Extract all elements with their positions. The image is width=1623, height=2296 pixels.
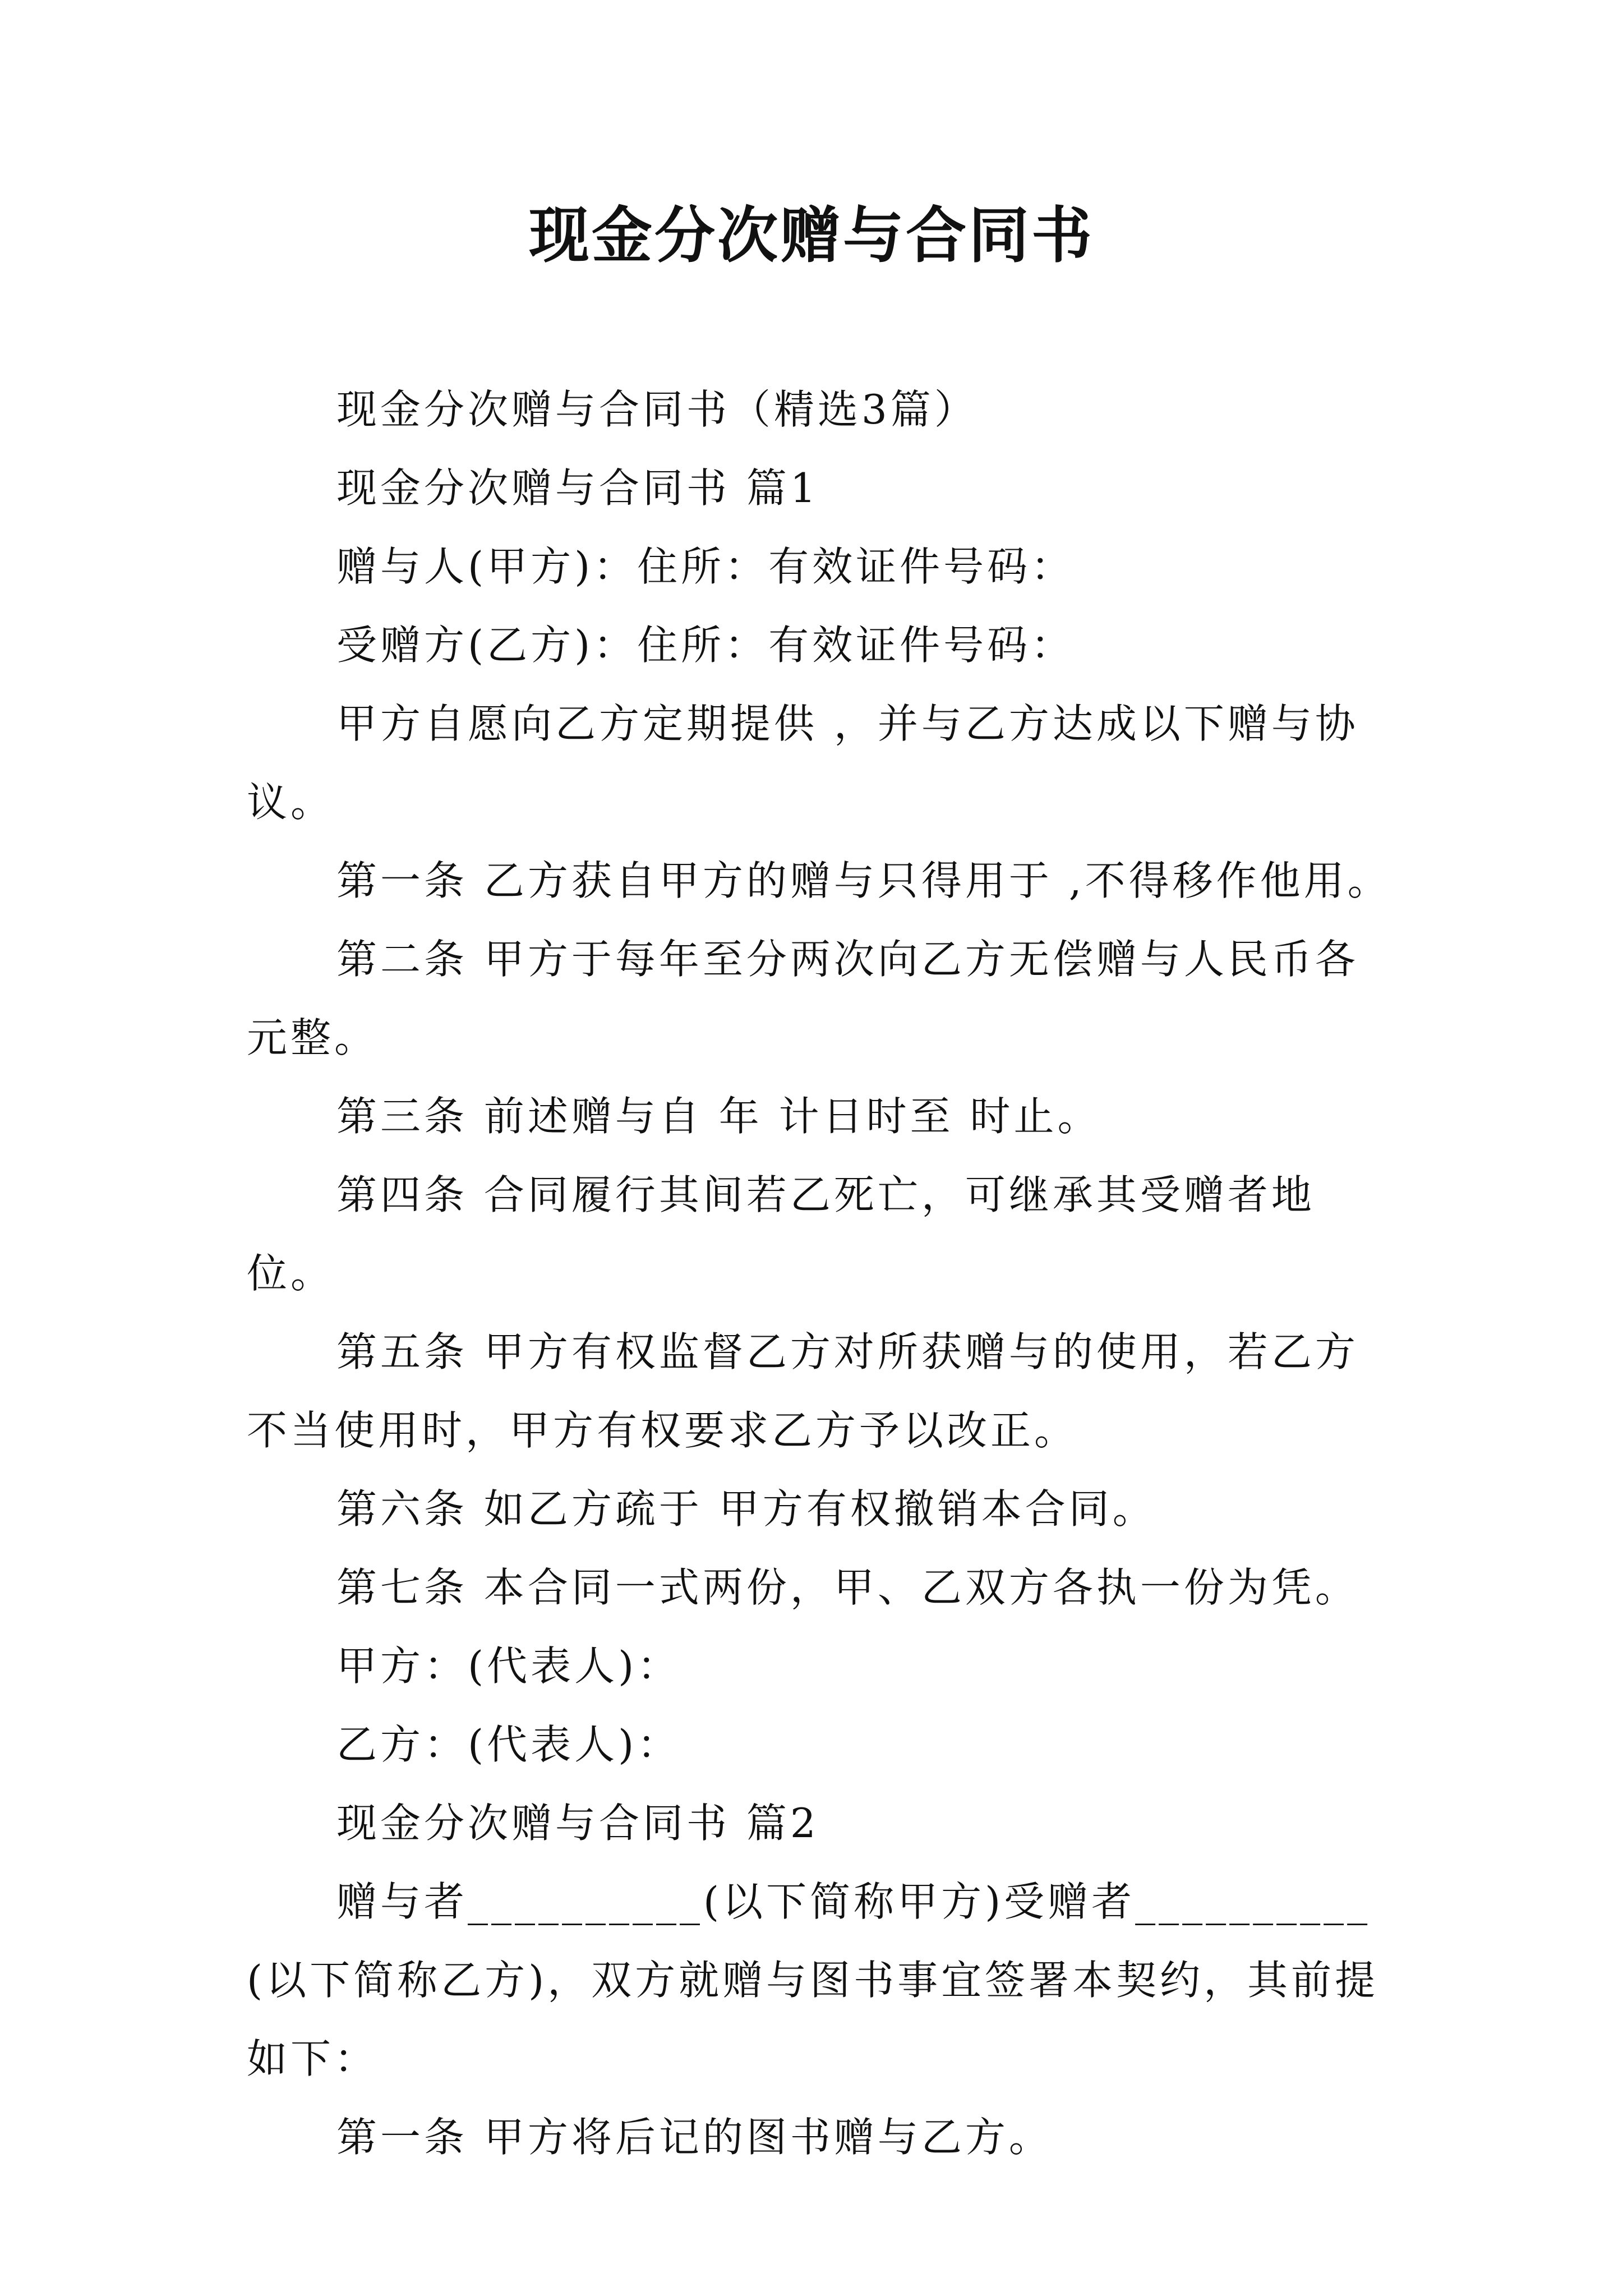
paragraph-article-5: 第五条 甲方有权监督乙方对所获赠与的使用，若乙方不当使用时，甲方有权要求乙方予以改正。 — [247, 1328, 1359, 1454]
paragraph-heading-selection: 现金分次赠与合同书（精选3篇） — [336, 386, 978, 433]
paragraph-article-3: 第三条 前述赠与自 年 计日时至 时止。 — [336, 1093, 1101, 1140]
paragraph-party-a-signature: 甲方：(代表人)： — [336, 1642, 681, 1690]
paragraph-section-2-heading: 现金分次赠与合同书 篇2 — [336, 1800, 819, 1847]
paragraph-section-2-intro: 赠与者__________(以下简称甲方)受赠者__________(以下简称乙方)，双方就赠与图书事宜签署本契约，其前提如下： — [247, 1878, 1379, 2082]
paragraph-article-7: 第七条 本合同一式两份，甲、乙双方各执一份为凭。 — [336, 1564, 1359, 1611]
paragraph-recipient: 受赠方(乙方)：住所：有效证件号码： — [336, 622, 1075, 669]
paragraph-donor: 赠与人(甲方)：住所：有效证件号码： — [336, 543, 1075, 590]
paragraph-article-2: 第二条 甲方于每年至分两次向乙方无偿赠与人民币各元整。 — [247, 936, 1359, 1061]
paragraph-intro: 甲方自愿向乙方定期提供 ，并与乙方达成以下赠与协议。 — [247, 700, 1359, 826]
paragraph-section-1-heading: 现金分次赠与合同书 篇1 — [336, 464, 819, 512]
document-title: 现金分次赠与合同书 — [528, 200, 1094, 271]
paragraph-party-b-signature: 乙方：(代表人)： — [336, 1721, 681, 1768]
document-body — [247, 370, 1396, 2177]
paragraph-section-2-article-1: 第一条 甲方将后记的图书赠与乙方。 — [336, 2114, 1053, 2161]
paragraph-article-1: 第一条 乙方获自甲方的赠与只得用于 ,不得移作他用。 — [336, 857, 1391, 904]
paragraph-article-4: 第四条 合同履行其间若乙死亡，可继承其受赠者地位。 — [247, 1171, 1315, 1297]
paragraph-article-6: 第六条 如乙方疏于 甲方有权撤销本合同。 — [336, 1485, 1156, 1533]
